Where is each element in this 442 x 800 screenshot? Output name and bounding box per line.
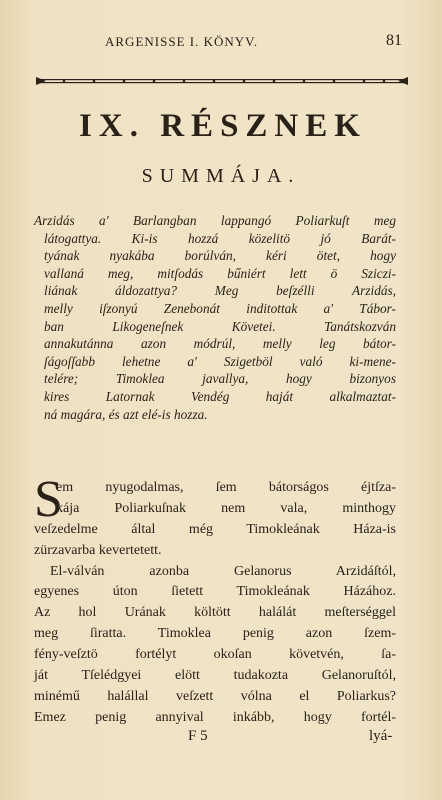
- body-line: Emez penig annyival inkább, hogy fortél-: [34, 709, 396, 725]
- summary-line: annakutánna azon módrúl, melly leg bátor-: [44, 336, 396, 352]
- summary-line: kires Latornak Vendég haját alkalmaztat-: [44, 388, 396, 404]
- body-line: minémű halállal veſzett vólna el Poliarkus?: [34, 688, 396, 704]
- body-line: veſzedelme által még Timokleának Háza-is: [34, 521, 396, 537]
- summary-line: liának áldozattya? Meg beſzélli Arzidás,: [44, 283, 396, 299]
- body-line: Az hol Urának költött halálát meſterséggel: [34, 605, 396, 621]
- body-line: em nyugodalmas, ſem bátorságos éjtſza-: [56, 480, 396, 495]
- body-line: ját Tſelédgyei elött tudakozta Gelanoruſtól,: [34, 668, 396, 684]
- drop-cap: S: [34, 471, 63, 528]
- signature-mark: F 5: [188, 728, 208, 744]
- page-header: [0, 34, 442, 54]
- summary-line: vallaná meg, mitſodás bűniért lett ö Sziczi-: [44, 265, 396, 281]
- summary-line: ſágoſſabb lehetne a' Szigetböl való ki-mene-: [44, 353, 396, 369]
- body-line: El-válván azonba Gelanorus Arzidáſtól,: [50, 563, 396, 579]
- summary-line: tyának nyakába borúlván, kéri ötet, hogy: [44, 248, 396, 264]
- running-head: ARGENISSE I. KÖNYV.: [105, 34, 259, 49]
- summary-line: ban Likogeneſnek Követei. Tanátskozván: [44, 318, 396, 334]
- body-line: zürzavarba kevertetett.: [34, 542, 162, 558]
- page-footer: [0, 728, 442, 750]
- chapter-summary: [34, 212, 396, 423]
- body-line: fény-veſztö fortélyt okoſan követvén, ſa-: [34, 647, 396, 663]
- summary-line: melly iſzonyú Zenebonát inditottak a' Tábor-: [44, 300, 396, 316]
- summary-line: látogattya. Ki-is hozzá közelitö jó Barát-: [44, 230, 396, 246]
- chapter-title: IX. RÉSZNEK: [79, 108, 367, 144]
- body-line: egyenes úton ſietett Timokleának Házához.: [34, 584, 396, 600]
- body-line: kája Poliarkuſnak nem vala, minthogy: [56, 500, 396, 516]
- catchword: lyá-: [369, 728, 393, 744]
- summary-line: telére; Timoklea javallya, hogy bizonyos: [44, 371, 396, 387]
- summary-line: Arzidás a' Barlangban lappangó Poliarkuſt meg: [34, 213, 396, 228]
- page-number: 81: [386, 32, 402, 49]
- body-text: [34, 478, 396, 729]
- summary-line: ná magára, és azt elé-is hozza.: [44, 406, 208, 422]
- chapter-subtitle: SUMMÁJA.: [141, 165, 301, 187]
- body-line: meg ſiratta. Timoklea penig azon ſzem-: [34, 626, 396, 642]
- decorative-rule: [34, 76, 410, 86]
